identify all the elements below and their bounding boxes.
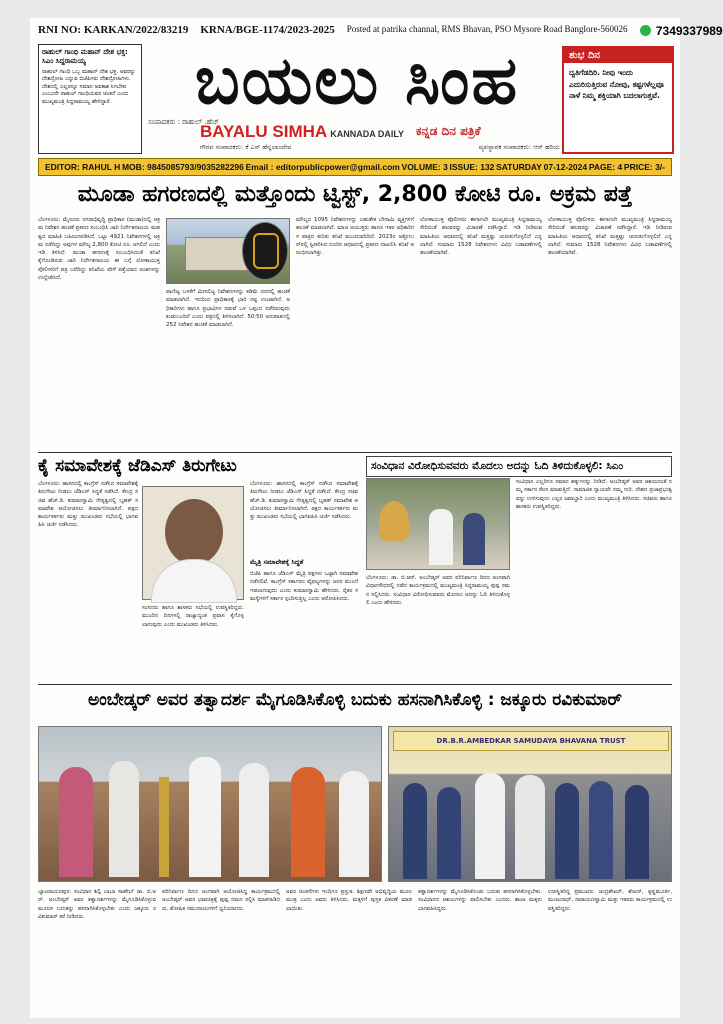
story2-column-2 <box>142 604 244 678</box>
promo-box-left <box>38 44 142 154</box>
story2-col3-text: ಬಿಜೆಪಿ ಹಾಗೂ ಜೆಡಿಎಸ್ ಮೈತ್ರಿ ಪಕ್ಷಗಳು ಒಟ್ಟಾಗಿ ಸಮಾವೇಶ ನಡೆಸಲಿವೆ. ಕಾಂಗ್ರೆಸ್ ಸರ್ಕಾರದ ವೈಫಲ್ಯಗಳನ್ನು ಜನರ ಮುಂದೆ ಇಡಲಾಗುವುದು ಎಂದು ಕುಮಾರಸ್ವಾಮಿ ಹೇಳಿದರು. ರೈತರ ಸಮಸ್ಯೆಗಳಿಗೆ ಸರ್ಕಾರ ಸ್ಪಂದಿಸುತ್ತಿಲ್ಲ ಎಂದು ಆರೋಪಿಸಿದರು. <box>250 571 358 602</box>
story2-photo-portrait <box>142 486 244 600</box>
portrait-face <box>165 499 223 565</box>
posted-at: Posted at patrika channal, RMS Bhavan, PSO Mysore Road Banglore-560026 <box>346 24 628 34</box>
flower-garland <box>379 501 409 541</box>
story1-col4-text: ಲೋಕಾಯುಕ್ತ ಪೊಲೀಸರು ಈಗಾಗಲೇ ಮುಖ್ಯಮಂತ್ರಿ ಸಿದ್ದರಾಮಯ್ಯ ಸೇರಿದಂತೆ ಹಲವರನ್ನು ವಿಚಾರಣೆ ನಡೆಸಿದ್ದಾರೆ. ಇಡಿ ನೀಡಿರುವ ಮಾಹಿತಿಯ ಆಧಾರದಲ್ಲಿ ತನಿಖೆ ಮತ್ತಷ್ಟು ಚುರುಕುಗೊಳ್ಳಲಿದೆ ಎನ್ನಲಾಗಿದೆ. ಸುಮಾರು 1528 ನಿವೇಶನಗಳು ವಿವಿಧ ಬಡಾವಣೆಗಳಲ್ಲಿ ಹಂಚಿಕೆಯಾಗಿವೆ. <box>420 217 542 256</box>
story3-column-2 <box>516 478 672 678</box>
masthead <box>148 40 566 156</box>
masthead-editor: ಸಂಪಾದಕರು : ರಾಹುಲ್ .ಹೆಚ್ <box>148 118 219 126</box>
story3-col1-text: ಬೆಂಗಳೂರು: ಡಾ. ಬಿ.ಆರ್. ಅಂಬೇಡ್ಕರ್ ಅವರ ಪರಿನಿರ್ವಾಣ ದಿನದ ಅಂಗವಾಗಿ ವಿಧಾನಸೌಧದಲ್ಲಿ ನಡೆದ ಕಾರ್ಯಕ್ರಮದಲ್ಲಿ ಮುಖ್ಯಮಂತ್ರಿ ಸಿದ್ದರಾಮಯ್ಯ ಪುಷ್ಪ ನಮನ ಸಲ್ಲಿಸಿದರು. ಸಂವಿಧಾನ ವಿರೋಧಿಸುವವರು ಮೊದಲು ಅದನ್ನು ಓದಿ ತಿಳಿದುಕೊಳ್ಳಲಿ ಎಂದು ಹೇಳಿದರು. <box>366 575 510 606</box>
story4-column-4 <box>418 888 542 1014</box>
guest-2 <box>515 775 545 879</box>
mobile-numbers: MOB: 9845085793/9035282296 <box>121 162 244 172</box>
ed-emblem <box>242 222 288 280</box>
volume: VOLUME: 3 <box>401 162 448 172</box>
honorary-editor: ಗೌರವ ಸಂಪಾದಕರು: ಕೆ ಎಸ್ ಹೆನ್ನಲಾಂದೇವ <box>200 143 292 151</box>
info-bar <box>38 158 672 176</box>
promo-box-right <box>562 46 674 154</box>
story4-photo-right <box>388 726 672 882</box>
story3-photo-ceremony <box>366 478 510 570</box>
student-1 <box>403 783 427 879</box>
masthead-meta <box>200 143 560 152</box>
attendee-4 <box>239 763 269 877</box>
story3-column-1 <box>366 574 510 678</box>
person-dark <box>463 513 485 565</box>
masthead-tagline: KANNADA DAILY <box>330 129 405 139</box>
newspaper-page <box>30 18 723 1018</box>
attendee-3 <box>189 757 221 877</box>
story4-col3-text: ಅವರ ಚಿಂತನೆಗಳು ಇಂದಿಗೂ ಪ್ರಸ್ತುತ. ಶಿಕ್ಷಣವೇ ಅಭಿವೃದ್ಧಿಯ ಮೂಲ ಮಂತ್ರ ಎಂದು ಅವರು ತಿಳಿಸಿದರು. ಮಕ್ಕಳಿಗೆ ಪುಸ್ತಕ ವಿತರಣೆ ಮಾಡಲಾಯಿತು. <box>286 889 412 912</box>
krna-number: KRNA/BGE-1174/2023-2025 <box>200 24 335 36</box>
story2-col1-text: ಬೆಂಗಳೂರು: ಹಾಸನದಲ್ಲಿ ಕಾಂಗ್ರೆಸ್ ನಡೆಸಿದ ಸಮಾವೇಶಕ್ಕೆ ತಿರುಗೇಟು ನೀಡಲು ಜೆಡಿಎಸ್ ಸಿದ್ಧತೆ ನಡೆಸಿದೆ. ಕೇಂದ್ರ ಸಚಿವ ಹೆಚ್.ಡಿ. ಕುಮಾರಸ್ವಾಮಿ ನೇತೃತ್ವದಲ್ಲಿ ಬೃಹತ್ ಸಮಾವೇಶ ಆಯೋಜಿಸಲು ತೀರ್ಮಾನಿಸಲಾಗಿದೆ. ಪಕ್ಷದ ಕಾರ್ಯಕರ್ತರು ಮತ್ತು ಮುಖಂಡರು ಸಭೆಯಲ್ಲಿ ಭಾಗವಹಿಸಿ ಚರ್ಚೆ ನಡೆಸಿದರು. <box>38 481 138 529</box>
story4-column-3 <box>286 888 412 1014</box>
story1-col5-text: ಲೋಕಾಯುಕ್ತ ಪೊಲೀಸರು ಈಗಾಗಲೇ ಮುಖ್ಯಮಂತ್ರಿ ಸಿದ್ದರಾಮಯ್ಯ ಸೇರಿದಂತೆ ಹಲವರನ್ನು ವಿಚಾರಣೆ ನಡೆಸಿದ್ದಾರೆ. ಇಡಿ ನೀಡಿರುವ ಮಾಹಿತಿಯ ಆಧಾರದಲ್ಲಿ ತನಿಖೆ ಮತ್ತಷ್ಟು ಚುರುಕುಗೊಳ್ಳಲಿದೆ ಎನ್ನಲಾಗಿದೆ. ಸುಮಾರು 1528 ನಿವೇಶನಗಳು ವಿವಿಧ ಬಡಾವಣೆಗಳಲ್ಲಿ ಹಂಚಿಕೆಯಾಗಿವೆ. <box>548 217 672 256</box>
story1-column-2 <box>166 288 290 448</box>
masthead-english <box>200 122 404 142</box>
story4-col2-text: ಪರಿನಿರ್ವಾಣ ದಿನದ ಅಂಗವಾಗಿ ಆಯೋಜಿಸಿದ್ದ ಕಾರ್ಯಕ್ರಮದಲ್ಲಿ ಅಂಬೇಡ್ಕರ್ ಅವರ ಭಾವಚಿತ್ರಕ್ಕೆ ಪುಷ್ಪ ನಮನ ಸಲ್ಲಿಸಿ ಮಾತನಾಡಿದರು. ಶೋಷಿತ ಸಮುದಾಯಗಳಿಗೆ ಧ್ವನಿಯಾದರು. <box>162 889 280 912</box>
story4-col1-text: ಬ್ಯಾಟರಾಯನಪುರ: ಸಂವಿಧಾನ ಶಿಲ್ಪಿ ಬಾಬಾ ಸಾಹೇಬ್ ಡಾ. ಬಿ.ಆರ್. ಅಂಬೇಡ್ಕರ್ ಅವರ ತತ್ವಾದರ್ಶಗಳನ್ನು ಮೈಗೂಡಿಸಿಕೊಳ್ಳುವ ಮೂಲಕ ಬದುಕನ್ನು ಹಸನಾಗಿಸಿಕೊಳ್ಳಬೇಕು ಎಂದು ಜಕ್ಕೂರು ರವಿಕುಮಾರ್ ಕರೆ ನೀಡಿದರು. <box>38 889 156 920</box>
promo-right-body: ದ್ವತಿಗೆಡದಿರಿ. ನೀವು ಇಂದು ಎದುರಿಸುತ್ತಿರುವ ನೋವು, ಕಷ್ಟಗಳೆಲ್ಲವೂ ನಾಳೆ ನಿಮ್ಮ ಶಕ್ತಿಯಾಗಿ ಬದಲಾಗುತ್ತವೆ. <box>569 68 664 101</box>
page-number: PAGE: 4 <box>588 162 623 172</box>
rni-number: RNI NO: KARKAN/2022/83219 <box>38 24 189 36</box>
attendee-5 <box>291 767 325 877</box>
story1-col3-text: ಮೌಲ್ಯದ 1095 ನಿವೇಶನಗಳನ್ನು ಬಹುತೇಕ ಬೇನಾಮಿ ವ್ಯಕ್ತಿಗಳಿಗೆ ಹಂಚಿಕೆ ಮಾಡಲಾಗಿದೆ. ಮಾಜಿ ಆಯುಕ್ತರು ಹಾಗೂ ಇತರ ಅಧಿಕಾರಿಗಳ ಪಾತ್ರದ ಕುರಿತು ತನಿಖೆ ಮುಂದುವರಿದಿದೆ. 2023ರ ಅಕ್ಟೋಬರ್‌ನಲ್ಲಿ ಸ್ವೀಕರಿಸಿದ ದೂರಿನ ಆಧಾರದಲ್ಲಿ ಪ್ರಕರಣ ದಾಖಲಿಸಿ ತನಿಖೆ ಆರಂಭಿಸಲಾಗಿತ್ತು. <box>296 217 414 256</box>
attendee-2 <box>109 761 139 877</box>
guest-1 <box>475 773 505 879</box>
price: PRICE: 3/- <box>623 162 665 172</box>
story4-headline: ಅಂಬೇಡ್ಕರ್ ಅವರ ತತ್ವಾದರ್ಶ ಮೈಗೂಡಿಸಿಕೊಳ್ಳಿ ಬದುಕು ಹಸನಾಗಿಸಿಕೊಳ್ಳಿ : ಜಕ್ಕೂರು ರವಿಕುಮಾರ್ <box>88 690 622 710</box>
student-5 <box>625 785 649 879</box>
whatsapp-icon <box>640 25 651 36</box>
rule-2 <box>38 684 672 685</box>
story1-column-3 <box>296 216 414 448</box>
person-white <box>429 509 453 565</box>
promo-left-body: ರಾಹುಲ್ ಗಾಂಧಿ ಒಬ್ಬ ಮಹಾನ್ ದೇಶ ಭಕ್ತ. ಅವರನ್ನು ದೇಶದ್ರೋಹಿ ಎನ್ನುವ ಬಿಜೆಪಿಗರು ದೇಶದ್ರೋಹಿಗಳು. ದೇಶದಲ್ಲಿ ಎಲ್ಲರನ್ನೂ ಸಮಾನ ಅವಕಾಶ ಸಿಗಬೇಕು ಎಂಬುದೇ ರಾಹುಲ್ ಗಾಂಧಿಯವರ ಚಿಂತನೆ ಎಂದು ಮುಖ್ಯಮಂತ್ರಿ ಸಿದ್ದರಾಮಯ್ಯ ಹೇಳಿದ್ದಾರೆ. <box>42 68 136 105</box>
student-3 <box>555 783 579 879</box>
story1-column-5 <box>548 216 672 448</box>
story2-column-3a <box>250 480 358 556</box>
story2-column-3b <box>250 570 358 678</box>
story3-col2-text: ಸಂವಿಧಾನ ಎಲ್ಲರಿಗೂ ಸಮಾನ ಹಕ್ಕುಗಳನ್ನು ನೀಡಿದೆ. ಅಂಬೇಡ್ಕರ್ ಅವರ ಆಶಯದಂತೆ ನಮ್ಮ ಸರ್ಕಾರ ಕೆಲಸ ಮಾಡುತ್ತಿದೆ. ಸಾಮಾಜಿಕ ನ್ಯಾಯವೇ ನಮ್ಮ ಗುರಿ. ದೇಶದ ಪ್ರಜಾಪ್ರಭುತ್ವವನ್ನು ಉಳಿಸುವುದು ಎಲ್ಲರ ಜವಾಬ್ದಾರಿ ಎಂದು ಮುಖ್ಯಮಂತ್ರಿ ತಿಳಿಸಿದರು. ಸಚಿವರು ಹಾಗೂ ಶಾಸಕರು ಉಪಸ್ಥಿತರಿದ್ದರು. <box>516 479 672 510</box>
weekday: SATURDAY <box>496 162 542 172</box>
story4-col4-text: ತತ್ವಾದರ್ಶಗಳನ್ನು ಮೈಗೂಡಿಸಿಕೊಂಡು ಬದುಕು ಹಸನಾಗಿಸಿಕೊಳ್ಳಬೇಕು. ಸಂವಿಧಾನದ ಆಶಯಗಳನ್ನು ಪಾಲಿಸಬೇಕು ಎಂದರು. ಶಾಲಾ ಮಕ್ಕಳು ಭಾಗವಹಿಸಿದ್ದರು. <box>418 889 542 912</box>
story4-column-1 <box>38 888 156 1014</box>
email: Email : editorpublicpower@gmail.com <box>245 162 400 172</box>
story2-col2-text: ಸಂಸದರು ಹಾಗೂ ಶಾಸಕರು ಸಭೆಯಲ್ಲಿ ಉಪಸ್ಥಿತರಿದ್ದರು. ಮುಂದಿನ ದಿನಗಳಲ್ಲಿ ರಾಜ್ಯಾದ್ಯಂತ ಪ್ರವಾಸ ಕೈಗೊಳ್ಳಲಾಗುವುದು ಎಂದು ಮುಖಂಡರು ತಿಳಿಸಿದರು. <box>142 605 244 628</box>
story2-subhead: ಮೈತ್ರಿ ಸಮಾವೇಶಕ್ಕೆ ಸಿದ್ಧತೆ <box>250 558 304 566</box>
rule-1 <box>38 452 672 453</box>
attendee-6 <box>339 771 369 877</box>
story2-column-1 <box>38 480 138 678</box>
story4-column-2 <box>162 888 280 1014</box>
story1-headline: ಮೂಡಾ ಹಗರಣದಲ್ಲಿ ಮತ್ತೊಂದು ಟ್ವಿಸ್ಟ್, 2,800 ಕೋಟಿ ರೂ. ಅಕ್ರಮ ಪತ್ತೆ <box>77 182 633 207</box>
story4-column-5 <box>548 888 672 1014</box>
story3-headline: ಸಂವಿಧಾನ ವಿರೋಧಿಸುವವರು ಮೊದಲು ಅದನ್ನು ಓದಿ ತಿಳಿದುಕೊಳ್ಳಲಿ: ಸಿಎಂ <box>366 456 672 477</box>
promo-left-title: ರಾಹುಲ್ ಗಾಂಧಿ ಮಹಾನ್ ದೇಶ ಭಕ್ತ: ಸಿಎಂ ಸಿದ್ದರಾಮಯ್ಯ <box>42 48 128 66</box>
portrait-shirt <box>151 559 237 603</box>
attendee-1 <box>59 767 93 877</box>
story1-col2-text: ವಾಣಿಜ್ಯ ಬಳಕೆಗೆ ಮೀಸಲಿಟ್ಟ ನಿವೇಶನಗಳನ್ನು ಕಡಿಮೆ ದರದಲ್ಲಿ ಹಂಚಿಕೆ ಮಾಡಲಾಗಿದೆ. ಇದರಿಂದ ಪ್ರಾಧಿಕಾರಕ್ಕೆ ಭಾರಿ ನಷ್ಟ ಉಂಟಾಗಿದೆ. ಅಧಿಕಾರಿಗಳು ಹಾಗೂ ಪ್ರಭಾವಿಗಳ ನಡುವೆ ಒಳ ಒಪ್ಪಂದ ನಡೆದಿರುವುದು ಕಂಡುಬಂದಿದೆ ಎಂದು ಪತ್ರದಲ್ಲಿ ತಿಳಿಸಲಾಗಿದೆ. 50:50 ಅನುಪಾತದಲ್ಲಿ 252 ನಿವೇಶನ ಹಂಚಿಕೆ ಮಾಡಲಾಗಿದೆ. <box>166 289 290 328</box>
story4-photo-left <box>38 726 382 882</box>
story1-column-4 <box>420 216 542 448</box>
masthead-title: ಬಯಲು ಸಿಂಹ <box>194 42 520 119</box>
contact-phone <box>640 24 723 40</box>
story4-col5-text: ಉಪಸ್ಥಿತರಿದ್ದ ಪ್ರಮುಖರು ಚಂದ್ರಶೇಖರ್, ಶೇಖರ್, ಕೃಷ್ಣಮೂರ್ತಿ, ಮಂಜುನಾಥ್, ನಾರಾಯಣಸ್ವಾಮಿ ಮತ್ತು ಇತರರು ಕಾರ್ಯಕ್ರಮದಲ್ಲಿ ಉಪಸ್ಥಿತರಿದ್ದರು. <box>548 889 672 912</box>
promo-right-head: ಶುಭ ದಿನ <box>564 48 672 63</box>
story2-headline: ಕೈ ಸಮಾವೇಶಕ್ಕೆ ಜೆಡಿಎಸ್ ತಿರುಗೇಟು <box>38 456 237 476</box>
issue: ISSUE: 132 <box>449 162 495 172</box>
masthead-english-name: BAYALU SIMHA <box>200 122 328 141</box>
student-4 <box>589 781 613 879</box>
student-2 <box>437 787 461 879</box>
emblem-badge <box>253 233 279 269</box>
lamp-stand <box>159 777 169 877</box>
masthead-kannada-tag: ಕನ್ನಡ ದಿನ ಪತ್ರಿಕೆ <box>416 124 481 138</box>
trust-banner: DR.B.R.AMBEDKAR SAMUDAYA BHAVANA TRUST <box>393 731 669 751</box>
editor-name: EDITOR: RAHUL H <box>45 162 121 172</box>
date: 07-12-2024 <box>543 162 588 172</box>
story2-col3a-text: ಬೆಂಗಳೂರು: ಹಾಸನದಲ್ಲಿ ಕಾಂಗ್ರೆಸ್ ನಡೆಸಿದ ಸಮಾವೇಶಕ್ಕೆ ತಿರುಗೇಟು ನೀಡಲು ಜೆಡಿಎಸ್ ಸಿದ್ಧತೆ ನಡೆಸಿದೆ. ಕೇಂದ್ರ ಸಚಿವ ಹೆಚ್.ಡಿ. ಕುಮಾರಸ್ವಾಮಿ ನೇತೃತ್ವದಲ್ಲಿ ಬೃಹತ್ ಸಮಾವೇಶ ಆಯೋಜಿಸಲು ತೀರ್ಮಾನಿಸಲಾಗಿದೆ. ಪಕ್ಷದ ಕಾರ್ಯಕರ್ತರು ಮತ್ತು ಮುಖಂಡರು ಸಭೆಯಲ್ಲಿ ಭಾಗವಹಿಸಿ ಚರ್ಚೆ ನಡೆಸಿದರು. <box>250 481 358 520</box>
story1-column-1 <box>38 216 160 448</box>
story1-col1-text: ಬೆಂಗಳೂರು: ಮೈಸೂರು ನಗರಾಭಿವೃದ್ಧಿ ಪ್ರಾಧಿಕಾರ (ಮುಡಾ)ದಲ್ಲಿ ಅಕ್ರಮ ನಿವೇಶನ ಹಂಚಿಕೆ ಪ್ರಕರಣ ಸಂಬಂಧಿಸಿ ಜಾರಿ ನಿರ್ದೇಶನಾಲಯ ಮಹತ್ವದ ಮಾಹಿತಿ ಬಹಿರಂಗಪಡಿಸಿದೆ. ಒಟ್ಟು 4921 ನಿವೇಶನಗಳಲ್ಲಿ ಅಕ್ರಮ ನಡೆದಿದ್ದು ಅವುಗಳ ಮೌಲ್ಯ 2,800 ಕೋಟಿ ರೂ. ಆಗಲಿದೆ ಎಂದು ಇಡಿ ತಿಳಿಸಿದೆ. ಮುಡಾ ಹಗರಣಕ್ಕೆ ಸಂಬಂಧಿಸಿದಂತೆ ತನಿಖೆ ಕೈಗೊಂಡಿರುವ ಜಾರಿ ನಿರ್ದೇಶನಾಲಯ ಈ ಬಗ್ಗೆ ಲೋಕಾಯುಕ್ತ ಪೊಲೀಸರಿಗೆ ಪತ್ರ ಬರೆದಿದ್ದು ತನಿಖೆಯ ವೇಳೆ ಪತ್ತೆಯಾದ ಅಂಶಗಳನ್ನು ಉಲ್ಲೇಖಿಸಿದೆ. <box>38 217 160 281</box>
registration-line <box>38 24 723 40</box>
phone-number: 7349337989 <box>655 24 723 38</box>
managing-editor: ವ್ಯವಸ್ಥಾಪಕ ಸಂಪಾದಕರು: ಆರ್ ಹರಿಯ <box>478 143 560 151</box>
